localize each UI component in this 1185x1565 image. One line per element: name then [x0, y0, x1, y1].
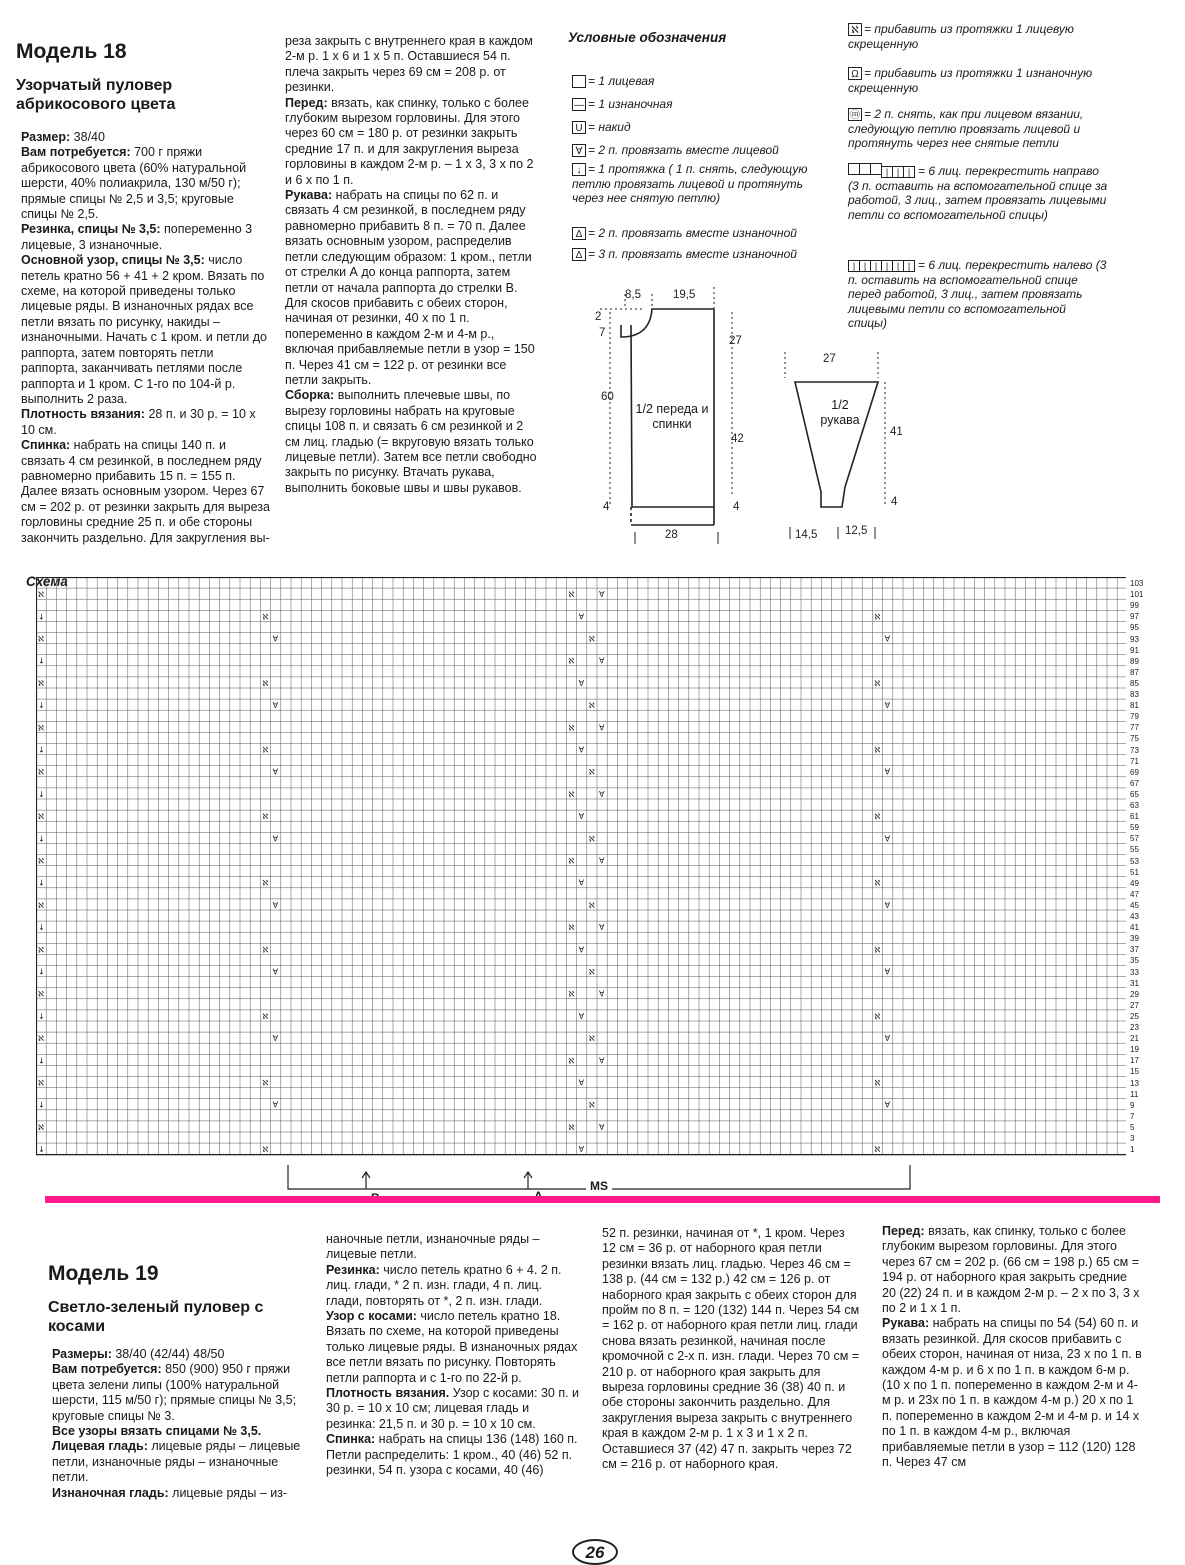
svg-text:∀: ∀: [884, 701, 891, 711]
svg-text:∀: ∀: [599, 656, 605, 666]
svg-text:↓: ↓: [38, 612, 45, 622]
row-number: 45: [1130, 900, 1139, 910]
svg-text:∀: ∀: [578, 678, 585, 688]
row-number: 5: [1130, 1122, 1135, 1132]
paragraph-label: Размер:: [21, 130, 71, 144]
paragraph: [52, 1362, 302, 1424]
svg-text:∀: ∀: [884, 767, 891, 777]
row-number: 91: [1130, 645, 1139, 655]
paragraph: [21, 407, 271, 438]
paragraph-label: Плотность вязания.: [326, 1386, 450, 1401]
svg-text:∀: ∀: [272, 701, 279, 711]
svg-text:ℵ: ℵ: [874, 1011, 881, 1021]
row-number: 37: [1130, 945, 1139, 955]
paragraph: [882, 1224, 1142, 1316]
paragraph-label: Основной узор, спицы № 3,5:: [21, 253, 205, 268]
cable-right-icon: | | |: [848, 164, 914, 178]
svg-text:ℵ: ℵ: [262, 878, 269, 888]
paragraph-text: 700 г пряжи абрикосового цвета (60% натуральной шерсти, 40% полиакрила, 130 м/50 г); прямые спицы № 2,5 и 3,5; круговые спицы № 2,5.: [21, 145, 247, 222]
paragraph-label: Узор с косами:: [326, 1309, 417, 1324]
paragraph-text: Узор с косами: 30 п. и 30 р. = 10 x 10 см; лицевая гладь и резинка: 21,5 п. и 30 р. = 10 x 10 см.: [326, 1386, 580, 1431]
svg-text:∀: ∀: [578, 812, 585, 822]
paragraph-text: выполнить плечевые швы, по вырезу горловины набрать на круговые спицы 108 п. и связать 6 см резинкой и 2 см лиц. гладью (= вкруговую вязать только лицевые петли). Затем все петли свободно закрыть по рисунку. Втачать рукава, выполнить боковые швы и швы рукавов.: [285, 388, 537, 495]
row-number: 75: [1130, 734, 1139, 744]
svg-text:↓: ↓: [38, 701, 45, 711]
svg-text:ℵ: ℵ: [568, 590, 575, 600]
svg-text:∀: ∀: [884, 900, 891, 910]
row-number: 21: [1130, 1034, 1139, 1044]
paragraph-label: Вам потребуется:: [21, 145, 131, 160]
paragraph-label: Перед:: [882, 1224, 925, 1238]
paragraph: [285, 96, 540, 188]
dim-27: 27: [729, 335, 742, 347]
legend-text: = прибавить из протяжки 1 изнаночную скрещенную: [848, 66, 1093, 95]
svg-text:ℵ: ℵ: [38, 590, 44, 600]
paragraph: [882, 1316, 1142, 1470]
svg-text:∀: ∀: [578, 745, 585, 755]
row-number: 25: [1130, 1011, 1139, 1021]
svg-text:ℵ: ℵ: [38, 767, 44, 777]
svg-text:ℵ: ℵ: [588, 1034, 595, 1044]
row-number: 71: [1130, 756, 1139, 766]
paragraph: [326, 1309, 581, 1386]
svg-text:ℵ: ℵ: [588, 834, 595, 844]
paragraph: [52, 1486, 302, 1501]
model18-subtitle: Узорчатый пуловер абрикосового цвета: [16, 77, 176, 113]
row-number: 103: [1130, 579, 1144, 588]
svg-text:∀: ∀: [272, 834, 279, 844]
knitting-chart: [36, 577, 1126, 1167]
svg-text:ℵ: ℵ: [38, 856, 44, 866]
row-number: 89: [1130, 656, 1139, 666]
paragraph: [21, 145, 271, 222]
legend-text: = 6 лиц. перекрестить направо (3 п. оставить на вспомогательной спице за работой, 3 лиц., затем провязать лицевыми петли со вспомогательной спицы): [848, 164, 1108, 222]
svg-text:∀: ∀: [599, 723, 605, 733]
paragraph-label: Изнаночная гладь:: [52, 1485, 169, 1500]
svg-text:ℵ: ℵ: [262, 1145, 269, 1155]
svg-text:ℵ: ℵ: [588, 900, 595, 910]
sleeve-piece-label: 1/2 рукава: [820, 398, 860, 427]
paragraph-text: 52 п. резинки, начиная от *, 1 кром. Через 12 см = 36 р. от наборного края петли резинки вязать лиц. гладью. Через 46 см = 138 р. (44 см = 132 р.) 42 см = 126 р. от наборного края закрыть с обеих сторон для пройм по 8 п. = 120 (132) 144 п. Через 54 см = 162 р. от наборного края петли лиц. глади снова вязать резинкой, начиная после кромочной с 2-х п. изн. глади. Через 70 см = 210 р. от наборного края закрыть для выреза горловины средние 36 (38) 40 п. и обе стороны закончить раздельно. Для закругления выреза закрыть с внутреннего края в каждом 2-м р. 1 x 3 и 1 x 2 п. Оставшиеся 37 (42) 47 п. закрыть через 72 см = 216 р. от наборного края.: [602, 1226, 860, 1472]
svg-text:ℵ: ℵ: [874, 1078, 881, 1088]
svg-text:∀: ∀: [272, 1034, 279, 1044]
legend-text: = 2 п. снять, как при лицевом вязании, следующую петлю провязать лицевой и протянуть через нее снятые петли: [848, 107, 1084, 150]
svg-text:∀: ∀: [578, 612, 585, 622]
svg-text:∀: ∀: [272, 634, 279, 644]
paragraph-text: 38/40 (42/44) 48/50: [111, 1347, 225, 1361]
legend-symbol-icon: U: [572, 121, 586, 134]
paragraph-label: Размеры:: [52, 1347, 112, 1361]
legend-item: [572, 226, 832, 241]
svg-text:ℵ: ℵ: [38, 812, 44, 822]
svg-text:↓: ↓: [38, 656, 45, 666]
row-number: 9: [1130, 1100, 1135, 1110]
svg-text:ℵ: ℵ: [874, 945, 881, 955]
paragraph: [285, 34, 540, 96]
paragraph-text: вязать, как спинку, только с более глубоким вырезом горловины. Для этого через 60 см = 180 р. от резинки закрыть средние 17 п. и для закругления выреза горловины в каждом 2-м р. – 1 x 3, 3 x по 2 и 6 x по 1 п.: [285, 95, 534, 187]
sleeve-dim-4: 4: [891, 496, 898, 508]
svg-text:ℵ: ℵ: [262, 1078, 269, 1088]
paragraph: [52, 1424, 302, 1439]
row-number: 11: [1130, 1089, 1139, 1099]
svg-text:∀: ∀: [884, 834, 891, 844]
svg-text:∀: ∀: [599, 923, 605, 933]
paragraph: [326, 1232, 581, 1263]
model19-column-2: [326, 1232, 581, 1479]
paragraph: [52, 1439, 302, 1485]
paragraph-label: Сборка:: [285, 388, 335, 403]
legend-symbol-icon: Ω: [848, 67, 862, 80]
row-number: 61: [1130, 812, 1139, 822]
row-number: 85: [1130, 678, 1139, 688]
dim-7: 7: [599, 327, 606, 339]
svg-text:↓: ↓: [38, 789, 45, 799]
dim-8-5: 8,5: [625, 289, 641, 301]
paragraph-text: набрать на спицы 136 (148) 160 п. Петли распределить: 1 кром., 40 (46) 52 п. резинки, 54 п. узора с косами, 40 (46): [326, 1432, 578, 1478]
svg-text:↓: ↓: [38, 745, 45, 755]
svg-text:ℵ: ℵ: [874, 745, 881, 755]
paragraph-text: число петель кратно 56 + 41 + 2 кром. Вязать по схеме, на которой приведены только лицевые ряды. В изнаночных рядах все петли вязать по рисунку, накиды – изнаночными. Начать с 1 кром. и петли до раппорта, затем повторять петли раппорта, заканчивать петлями после раппорта и 1 кром. С 1-го по 104-й р. выполнить 2 раза.: [21, 253, 267, 406]
svg-text:ℵ: ℵ: [262, 612, 269, 622]
paragraph: [21, 222, 271, 253]
svg-text:ℵ: ℵ: [262, 812, 269, 822]
svg-text:↓: ↓: [38, 878, 45, 888]
paragraph-text: 850 (900) 950 г пряжи цвета зелени липы (100% натуральной шерсти, 115 м/50 г); прямые спицы № 3,5; круговые спицы № 3.: [52, 1362, 297, 1423]
legend-symbol-icon: —: [574, 100, 584, 112]
paragraph: [285, 188, 540, 388]
row-number: 3: [1130, 1134, 1135, 1143]
legend-text: = 6 лиц. перекрестить налево (3 п. оставить на вспомогательной спице перед работой, 3 лиц., затем провязать лицевыми петли со вспомогательной спицы): [848, 258, 1107, 330]
sleeve-dim-27: 27: [823, 353, 836, 365]
svg-text:ℵ: ℵ: [568, 723, 575, 733]
svg-text:∀: ∀: [578, 1078, 585, 1088]
svg-text:∀: ∀: [599, 789, 605, 799]
row-number: 73: [1130, 745, 1139, 755]
svg-text:∀: ∀: [272, 1100, 279, 1110]
svg-text:ℵ: ℵ: [588, 767, 595, 777]
marker-ms: MS: [586, 1179, 612, 1193]
svg-text:∀: ∀: [272, 767, 279, 777]
svg-text:↓: ↓: [38, 1145, 45, 1155]
legend-item: [848, 163, 1108, 222]
row-number: 59: [1130, 823, 1139, 833]
section-divider: [45, 1196, 1160, 1203]
row-number: 31: [1130, 978, 1139, 988]
row-number: 19: [1130, 1045, 1139, 1055]
svg-text:ℵ: ℵ: [588, 1100, 595, 1110]
legend-text: = 3 п. провязать вместе изнаночной: [588, 247, 797, 261]
paragraph-label: Перед:: [285, 95, 328, 110]
svg-text:ℵ: ℵ: [38, 723, 44, 733]
paragraph-label: Рукава:: [882, 1316, 930, 1331]
row-number: 13: [1130, 1078, 1139, 1088]
svg-text:ℵ: ℵ: [38, 989, 44, 999]
paragraph-text: вязать, как спинку, только с более глубоким вырезом горловины. Для этого через 67 см = 202 р. (66 см = 198 р.) 65 см = 194 р. от наборного края закрыть средние 20 (22) 24 п. и в каждом 2-м р. – 2 x по 3, 3 x по 2 и 1 x 1 п.: [882, 1224, 1140, 1316]
svg-text:ℵ: ℵ: [38, 900, 44, 910]
legend-symbol-icon: ∀: [572, 144, 586, 157]
svg-text:ℵ: ℵ: [568, 1056, 575, 1066]
paragraph: [285, 388, 540, 496]
paragraph-label: Спинка:: [21, 438, 71, 453]
svg-text:ℵ: ℵ: [262, 1011, 269, 1021]
row-number: 47: [1130, 889, 1139, 899]
paragraph: [326, 1386, 581, 1432]
model18-column-2: [285, 34, 540, 496]
svg-text:↓: ↓: [38, 1011, 45, 1021]
svg-text:ℵ: ℵ: [38, 1034, 44, 1044]
paragraph-text: лицевые ряды – лицевые петли, изнаночные ряды – изнаночные петли.: [52, 1439, 301, 1485]
legend-text: = прибавить из протяжки 1 лицевую скрещенную: [848, 22, 1074, 51]
svg-text:↓: ↓: [38, 923, 45, 933]
svg-text:∀: ∀: [599, 989, 605, 999]
svg-text:∀: ∀: [578, 1011, 585, 1021]
paragraph-text: набрать на спицы по 54 (54) 60 п. и вязать резинкой. Для скосов прибавить с обеих сторон, начиная от низа, 23 x по 1 п. в каждом 4-м р. и 6 x по 1 п. в каждом 6-м р. (10 x по 1 п. попеременно в каждом 2-м и 4-м р. и 23x по 1 п. в каждом 4-м р.) 20 x по 1 п. попеременно в каждом 2-м и 4-м р. и 14 x по 1 п. в каждом 4-м р., включая прибавляемые петли в узор = 112 (120) 128 п. Через 47 см: [882, 1316, 1142, 1470]
svg-text:ℵ: ℵ: [262, 678, 269, 688]
body-piece-label: 1/2 переда и спинки: [635, 402, 709, 431]
svg-text:ℵ: ℵ: [568, 1122, 575, 1132]
cable-left-icon: | | | | | |: [848, 258, 914, 272]
svg-text:ℵ: ℵ: [568, 656, 575, 666]
row-number: 77: [1130, 723, 1139, 733]
svg-text:ℵ: ℵ: [568, 856, 575, 866]
row-number: 67: [1130, 778, 1139, 788]
model18-column-1: [21, 130, 271, 546]
paragraph-text: 38/40: [70, 130, 105, 144]
row-number: 23: [1130, 1023, 1139, 1032]
legend-item: [572, 143, 832, 158]
row-number: 93: [1130, 634, 1139, 644]
legend-item: [572, 97, 832, 112]
row-number: 39: [1130, 934, 1139, 944]
svg-text:ℵ: ℵ: [38, 634, 44, 644]
row-number: 41: [1130, 923, 1139, 933]
svg-text:↓: ↓: [38, 967, 45, 977]
dim-60: 60: [601, 391, 614, 403]
paragraph: [52, 1347, 302, 1362]
dim-28: 28: [665, 529, 678, 541]
svg-text:∀: ∀: [272, 900, 279, 910]
svg-text:∀: ∀: [599, 1056, 605, 1066]
svg-text:ℵ: ℵ: [874, 812, 881, 822]
row-number: 29: [1130, 989, 1139, 999]
svg-text:↓: ↓: [38, 834, 45, 844]
legend-symbol-icon: ⓜ: [850, 110, 860, 122]
row-number: 53: [1130, 856, 1139, 866]
svg-text:↓: ↓: [38, 1056, 45, 1066]
model18-header: [16, 40, 276, 122]
svg-text:ℵ: ℵ: [38, 1078, 44, 1088]
dim-19-5: 19,5: [673, 289, 696, 301]
schema-title: Схема: [26, 574, 68, 589]
svg-text:∀: ∀: [599, 1122, 605, 1132]
svg-text:∀: ∀: [884, 634, 891, 644]
paragraph-text: реза закрыть с внутреннего края в каждом 2-м р. 1 x 6 и 1 x 5 п. Оставшиеся 54 п. плеча закрыть через 69 см = 208 р. от резинки.: [285, 34, 533, 95]
svg-text:↓: ↓: [38, 1100, 45, 1110]
row-number: 17: [1130, 1056, 1139, 1066]
sleeve-dim-12-5: 12,5: [845, 525, 868, 537]
dim-2: 2: [595, 311, 602, 323]
model18-title: Модель 18: [16, 40, 127, 63]
paragraph: [326, 1432, 581, 1478]
svg-text:∀: ∀: [884, 1100, 891, 1110]
paragraph: [602, 1226, 860, 1473]
row-number: 57: [1130, 834, 1139, 844]
svg-text:ℵ: ℵ: [262, 745, 269, 755]
legend-item: [848, 66, 1108, 95]
row-number: 99: [1130, 601, 1139, 611]
paragraph: [326, 1263, 581, 1309]
legend-symbol-icon: [572, 75, 586, 88]
paragraph-text: набрать на спицы по 62 п. и связать 4 см резинкой, в последнем ряду равномерно прибавить 8 п. = 70 п. Далее вязать основным узором, распределив петли следующим образом: 1 кром., петли от стрелки А до конца раппорта, затем петли от начала раппорта до стрелки В. Для скосов прибавить с обеих сторон, начиная от резинки, 40 x по 1 п. попеременно в каждом 2-м и 4-м р., включая прибавляемые петли в узор = 150 п. Через 41 см = 122 р. от резинки все петли закрыть.: [285, 188, 535, 387]
svg-text:ℵ: ℵ: [568, 989, 575, 999]
legend-item: [572, 162, 832, 206]
svg-text:∀: ∀: [578, 878, 585, 888]
paragraph-label: Вам потребуется:: [52, 1362, 162, 1377]
paragraph-text: число петель кратно 18. Вязать по схеме, на которой приведены только лицевые ряды. В изнаночных рядах все петли вязать по рисунку. Повторять петли раппорта и с 1-го по 22-й р.: [326, 1309, 578, 1385]
dim-4-right: 4: [733, 501, 740, 513]
row-number: 87: [1130, 667, 1139, 677]
legend-text: = 1 лицевая: [588, 74, 655, 88]
row-number: 27: [1130, 1000, 1139, 1010]
row-number: 7: [1130, 1111, 1135, 1121]
legend-item: [572, 247, 832, 262]
legend-symbol-icon: ↓: [572, 163, 586, 176]
svg-text:ℵ: ℵ: [262, 945, 269, 955]
paragraph: [21, 130, 271, 145]
model19-subtitle: Светло-зеленый пуловер с косами: [48, 1299, 264, 1335]
svg-text:ℵ: ℵ: [874, 878, 881, 888]
svg-text:ℵ: ℵ: [874, 678, 881, 688]
svg-text:∀: ∀: [599, 590, 605, 600]
svg-text:ℵ: ℵ: [588, 701, 595, 711]
model19-column-3: [602, 1226, 860, 1473]
svg-text:ℵ: ℵ: [588, 967, 595, 977]
paragraph-label: Плотность вязания:: [21, 407, 145, 422]
paragraph-label: Спинка:: [326, 1432, 376, 1447]
row-number: 69: [1130, 767, 1139, 777]
model19-title: Модель 19: [48, 1262, 159, 1285]
row-number: 95: [1130, 623, 1139, 633]
paragraph-text: лицевые ряды – из-: [168, 1485, 288, 1500]
row-number: 43: [1130, 912, 1139, 921]
svg-text:ℵ: ℵ: [38, 945, 44, 955]
paragraph-label: Рукава:: [285, 188, 333, 203]
paragraph-text: набрать на спицы 140 п. и связать 4 см резинкой, в последнем ряду равномерно прибавить 15 п. = 155 п. Далее вязать основным узором. Через 67 см = 202 р. от резинки закрыть для выреза горловины средние 25 п. и обе стороны закончить раздельно. Для закругления вы-: [21, 438, 270, 545]
row-number: 33: [1130, 967, 1139, 977]
legend-text: = 1 изнаночная: [588, 97, 673, 111]
paragraph-label: Все узоры вязать спицами № 3,5.: [52, 1424, 262, 1439]
model19-header: [48, 1262, 308, 1344]
row-number: 15: [1130, 1067, 1139, 1077]
row-number: 35: [1130, 956, 1139, 966]
row-number: 63: [1130, 801, 1139, 810]
paragraph-label: Резинка:: [326, 1262, 380, 1277]
row-number: 79: [1130, 712, 1139, 722]
row-number: 55: [1130, 845, 1139, 855]
legend-item: [848, 22, 1108, 51]
legend-title: Условные обозначения: [568, 30, 727, 45]
svg-text:ℵ: ℵ: [874, 1145, 881, 1155]
row-number: 1: [1130, 1145, 1135, 1155]
legend-item: [572, 74, 832, 89]
dim-4-left: 4: [603, 501, 610, 513]
legend-text: = 2 п. провязать вместе изнаночной: [588, 226, 797, 240]
row-number: 49: [1130, 878, 1139, 888]
legend-symbol-icon: Δ: [572, 248, 586, 261]
paragraph-text: 28 п. и 30 р. = 10 x 10 см.: [21, 407, 256, 437]
paragraph-label: Резинка, спицы № 3,5:: [21, 222, 161, 237]
legend-item: [572, 120, 832, 135]
paragraph: [21, 438, 271, 546]
svg-text:∀: ∀: [272, 967, 279, 977]
legend-text: = 2 п. провязать вместе лицевой: [588, 143, 779, 157]
paragraph-text: число петель кратно 6 + 4. 2 п. лиц. глади, * 2 п. изн. глади, 4 п. лиц. глади, повторять от *, 2 п. изн. глади.: [326, 1262, 562, 1308]
paragraph-text: наночные петли, изнаночные ряды – лицевые петли.: [326, 1232, 540, 1262]
paragraph-label: Лицевая гладь:: [52, 1439, 148, 1454]
svg-text:ℵ: ℵ: [38, 678, 44, 688]
sleeve-dim-41: 41: [890, 426, 903, 438]
svg-text:ℵ: ℵ: [588, 634, 595, 644]
legend-symbol-icon: ℵ: [848, 23, 862, 36]
svg-text:ℵ: ℵ: [568, 923, 575, 933]
svg-text:∀: ∀: [599, 856, 605, 866]
row-number: 51: [1130, 867, 1139, 877]
legend-text: = накид: [588, 120, 631, 134]
row-number: 97: [1130, 612, 1139, 622]
legend-symbol-icon: Δ: [572, 227, 586, 240]
paragraph-text: попеременно 3 лицевые, 3 изнаночные.: [21, 222, 253, 252]
row-number: 101: [1130, 590, 1144, 600]
svg-text:ℵ: ℵ: [874, 612, 881, 622]
legend-text: = 1 протяжка ( 1 п. снять, следующую петлю провязать лицевой и протянуть через нее снятую петлю): [572, 162, 808, 205]
row-number: 65: [1130, 789, 1139, 799]
svg-text:∀: ∀: [884, 1034, 891, 1044]
model19-column-1: [52, 1347, 302, 1501]
row-number: 81: [1130, 701, 1139, 711]
svg-text:∀: ∀: [578, 945, 585, 955]
dim-42: 42: [731, 433, 744, 445]
sleeve-dim-14-5: 14,5: [795, 529, 818, 541]
page-number: 26: [572, 1539, 618, 1565]
paragraph: [21, 253, 271, 407]
model19-column-4: [882, 1224, 1142, 1471]
svg-text:∀: ∀: [884, 967, 891, 977]
svg-text:ℵ: ℵ: [568, 789, 575, 799]
legend-item: [848, 107, 1108, 151]
svg-text:ℵ: ℵ: [38, 1122, 44, 1132]
chart-grid: [36, 577, 1126, 1154]
svg-text:∀: ∀: [578, 1145, 585, 1155]
row-number: 83: [1130, 690, 1139, 699]
